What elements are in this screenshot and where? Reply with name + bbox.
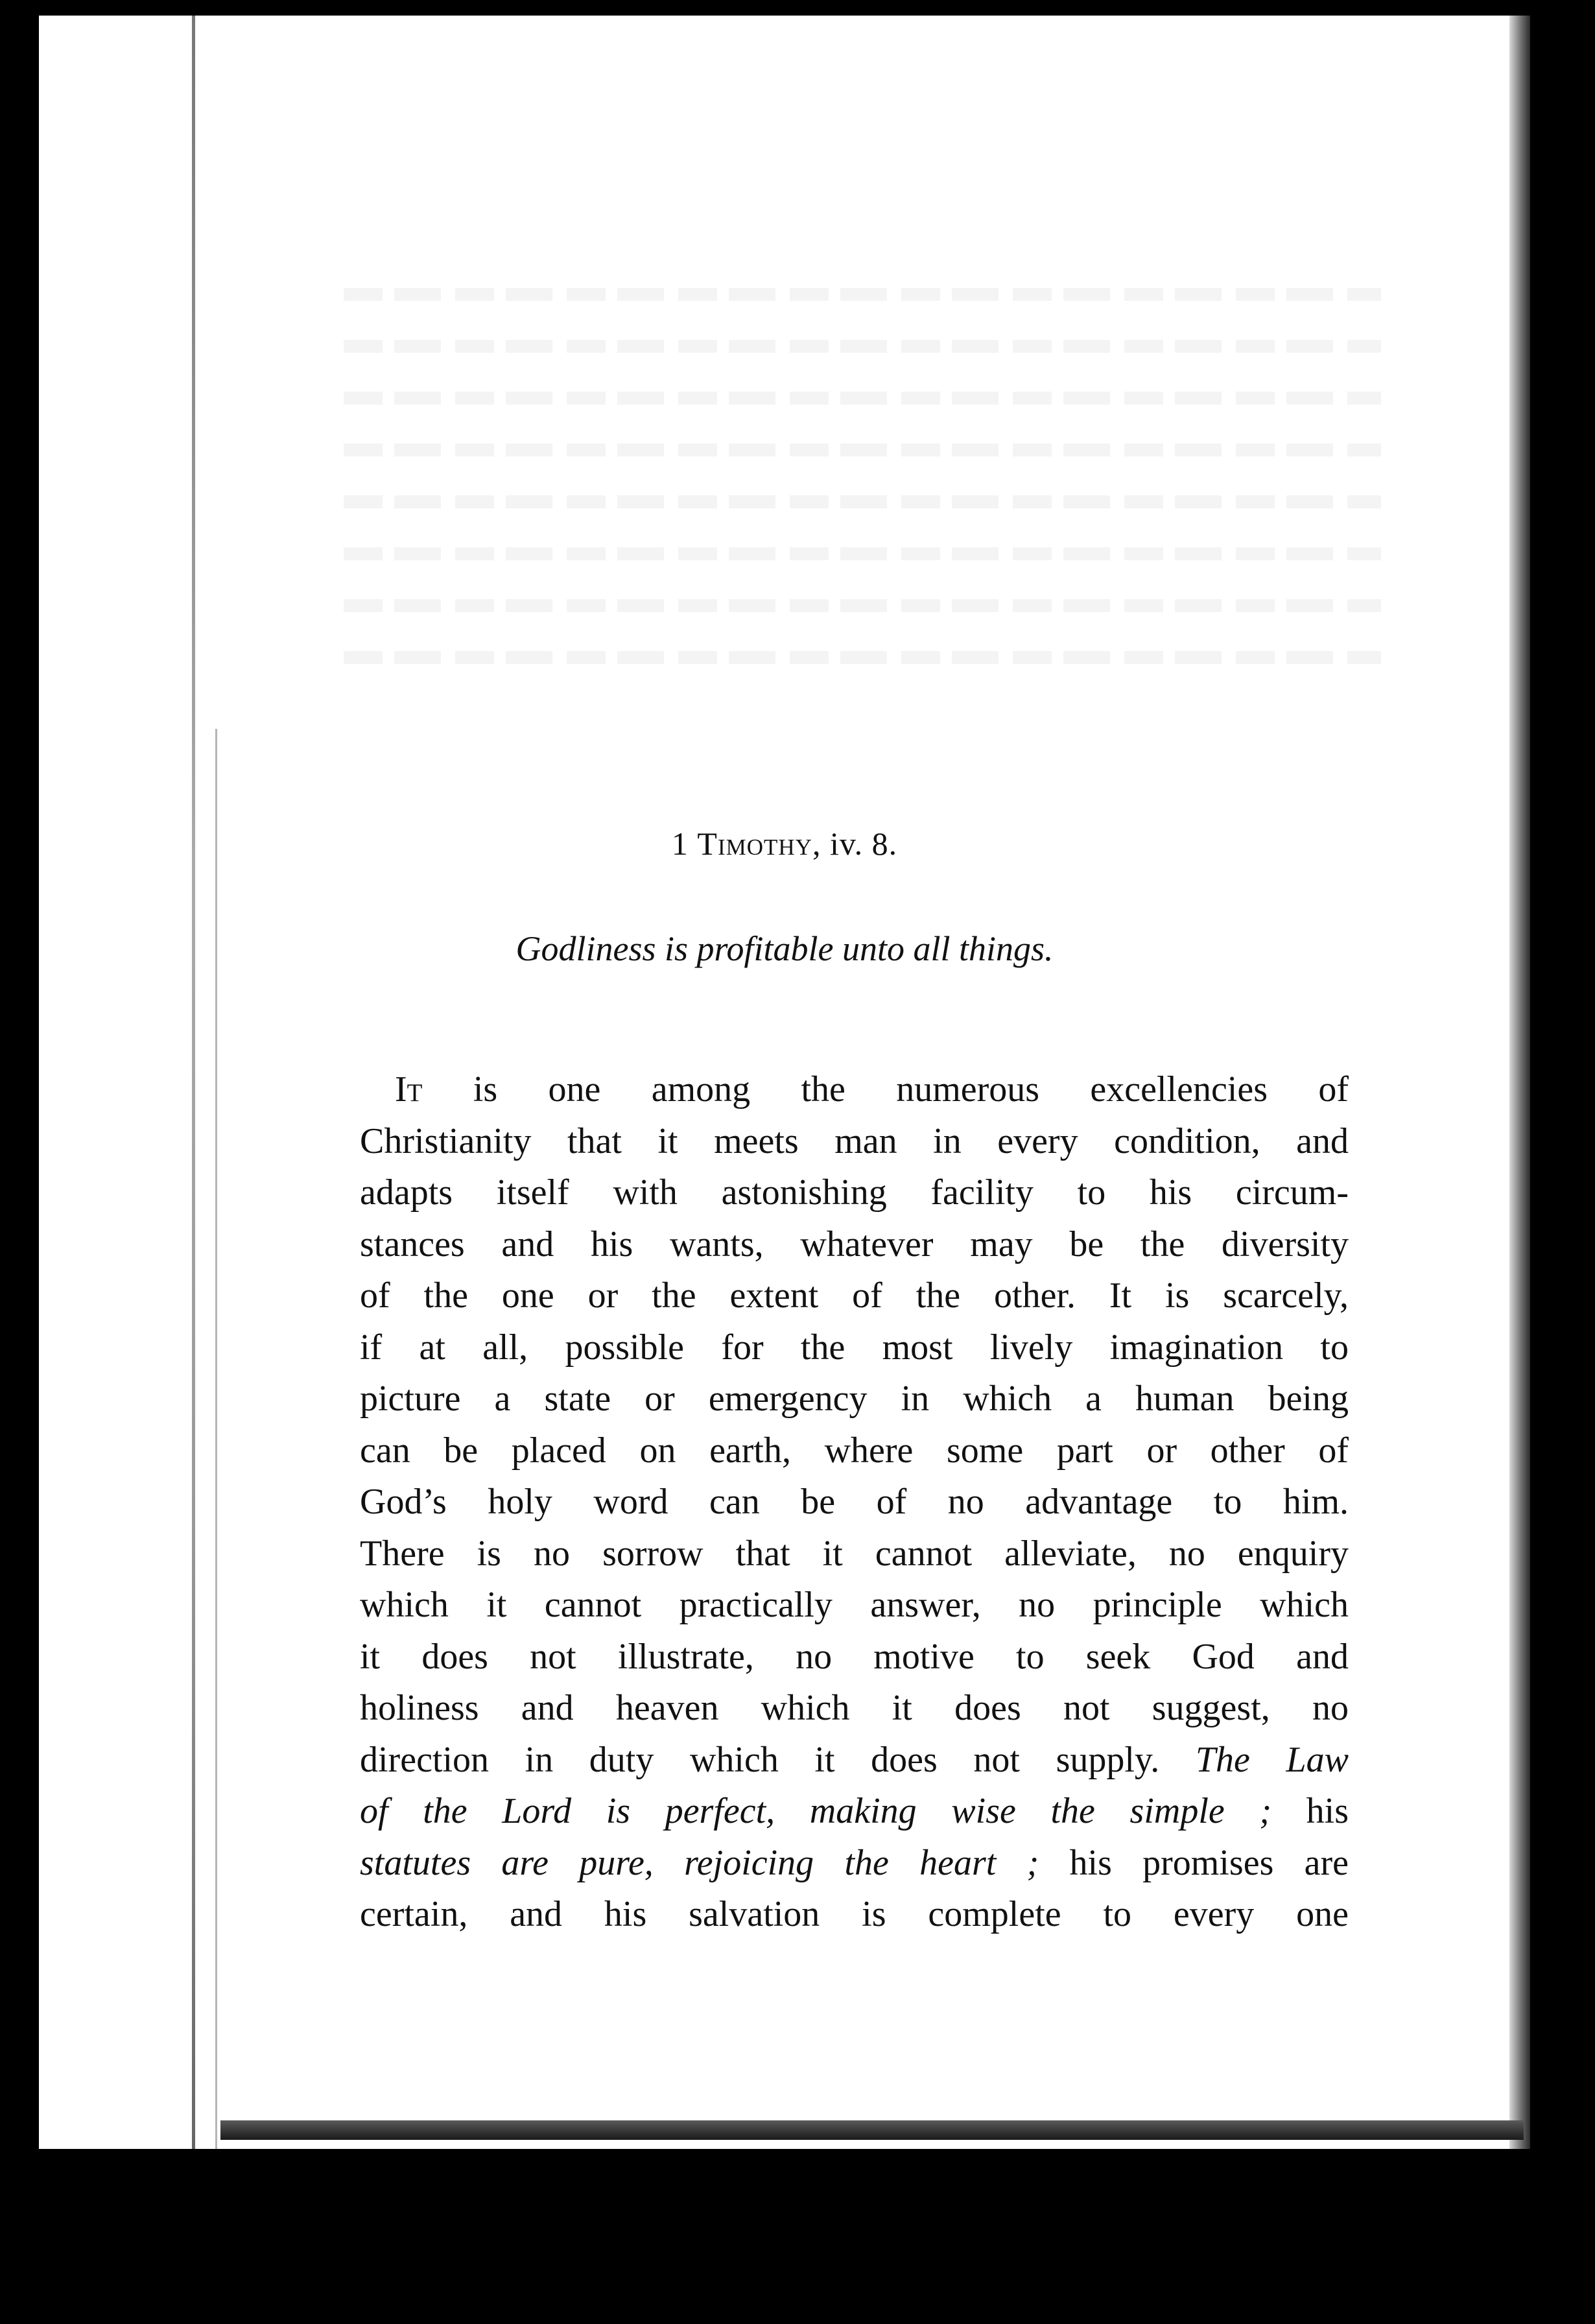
dropcap: It [395, 1069, 423, 1109]
text-segment: if at all, possible for the most lively imagination to [360, 1327, 1349, 1368]
scripture-reference [39, 825, 1530, 862]
show-through [344, 288, 1381, 301]
text-line [360, 1167, 1349, 1219]
text-segment: holiness and heaven which it does not suggest, no [360, 1688, 1349, 1728]
text-line [360, 1889, 1349, 1941]
text-segment: which it cannot practically answer, no principle which [360, 1585, 1349, 1625]
book-page [39, 16, 1530, 2149]
text-line [360, 1735, 1349, 1786]
reference-chapter-verse: , iv. 8. [812, 825, 898, 862]
text-segment: Christianity that it meets man in every condition, and [360, 1120, 1349, 1161]
text-line [360, 1683, 1349, 1735]
italic-text: of the Lord is perfect, making wise the simple ; [360, 1791, 1272, 1831]
epigraph: Godliness is profitable unto all things. [515, 929, 1054, 968]
text-segment: his [1271, 1791, 1349, 1831]
show-through [344, 547, 1381, 560]
text-line [360, 1219, 1349, 1271]
show-through [344, 340, 1381, 353]
text-segment: his promises are [1039, 1842, 1349, 1883]
text-line [360, 1476, 1349, 1528]
text-segment: can be placed on earth, where some part or other of [360, 1430, 1349, 1471]
text-line [360, 1786, 1349, 1838]
text-segment: picture a state or emergency in which a human being [360, 1379, 1349, 1419]
text-segment: adapts itself with astonishing facility to his circum- [360, 1172, 1349, 1213]
text-line [360, 1270, 1349, 1322]
text-line [360, 1528, 1349, 1580]
show-through [344, 599, 1381, 612]
text-line [360, 1373, 1349, 1425]
reference-book: Timothy [697, 825, 812, 862]
show-through [344, 444, 1381, 456]
text-line [360, 1425, 1349, 1477]
text-segment: is one among the numerous excellencies of [422, 1069, 1349, 1109]
text-segment: God’s holy word can be of no advantage to him. [360, 1482, 1349, 1522]
show-through [344, 651, 1381, 664]
reference-number: 1 [671, 825, 689, 862]
text-segment: certain, and his salvation is complete to every one [360, 1894, 1349, 1934]
binding-line [192, 16, 195, 2149]
body-paragraph [360, 1064, 1349, 1941]
text-line [360, 1580, 1349, 1631]
text-line [360, 1116, 1349, 1168]
page-bottom-edge [220, 2120, 1524, 2140]
show-through [344, 495, 1381, 508]
text-segment: direction in duty which it does not supply. [360, 1739, 1196, 1780]
italic-text: statutes are pure, rejoicing the heart ; [360, 1842, 1039, 1883]
text-line [360, 1631, 1349, 1683]
text-segment: stances and his wants, whatever may be the diversity [360, 1224, 1349, 1264]
text-line [360, 1064, 1349, 1116]
text-segment: it does not illustrate, no motive to seek God and [360, 1636, 1349, 1677]
text-line [360, 1838, 1349, 1890]
text-line [360, 1322, 1349, 1374]
show-through [344, 392, 1381, 405]
text-segment: There is no sorrow that it cannot alleviate, no enquiry [360, 1533, 1349, 1574]
text-segment: of the one or the extent of the other. It is scarcely, [360, 1275, 1349, 1316]
page-fold-shadow [1509, 16, 1530, 2149]
italic-text: The Law [1195, 1739, 1349, 1780]
